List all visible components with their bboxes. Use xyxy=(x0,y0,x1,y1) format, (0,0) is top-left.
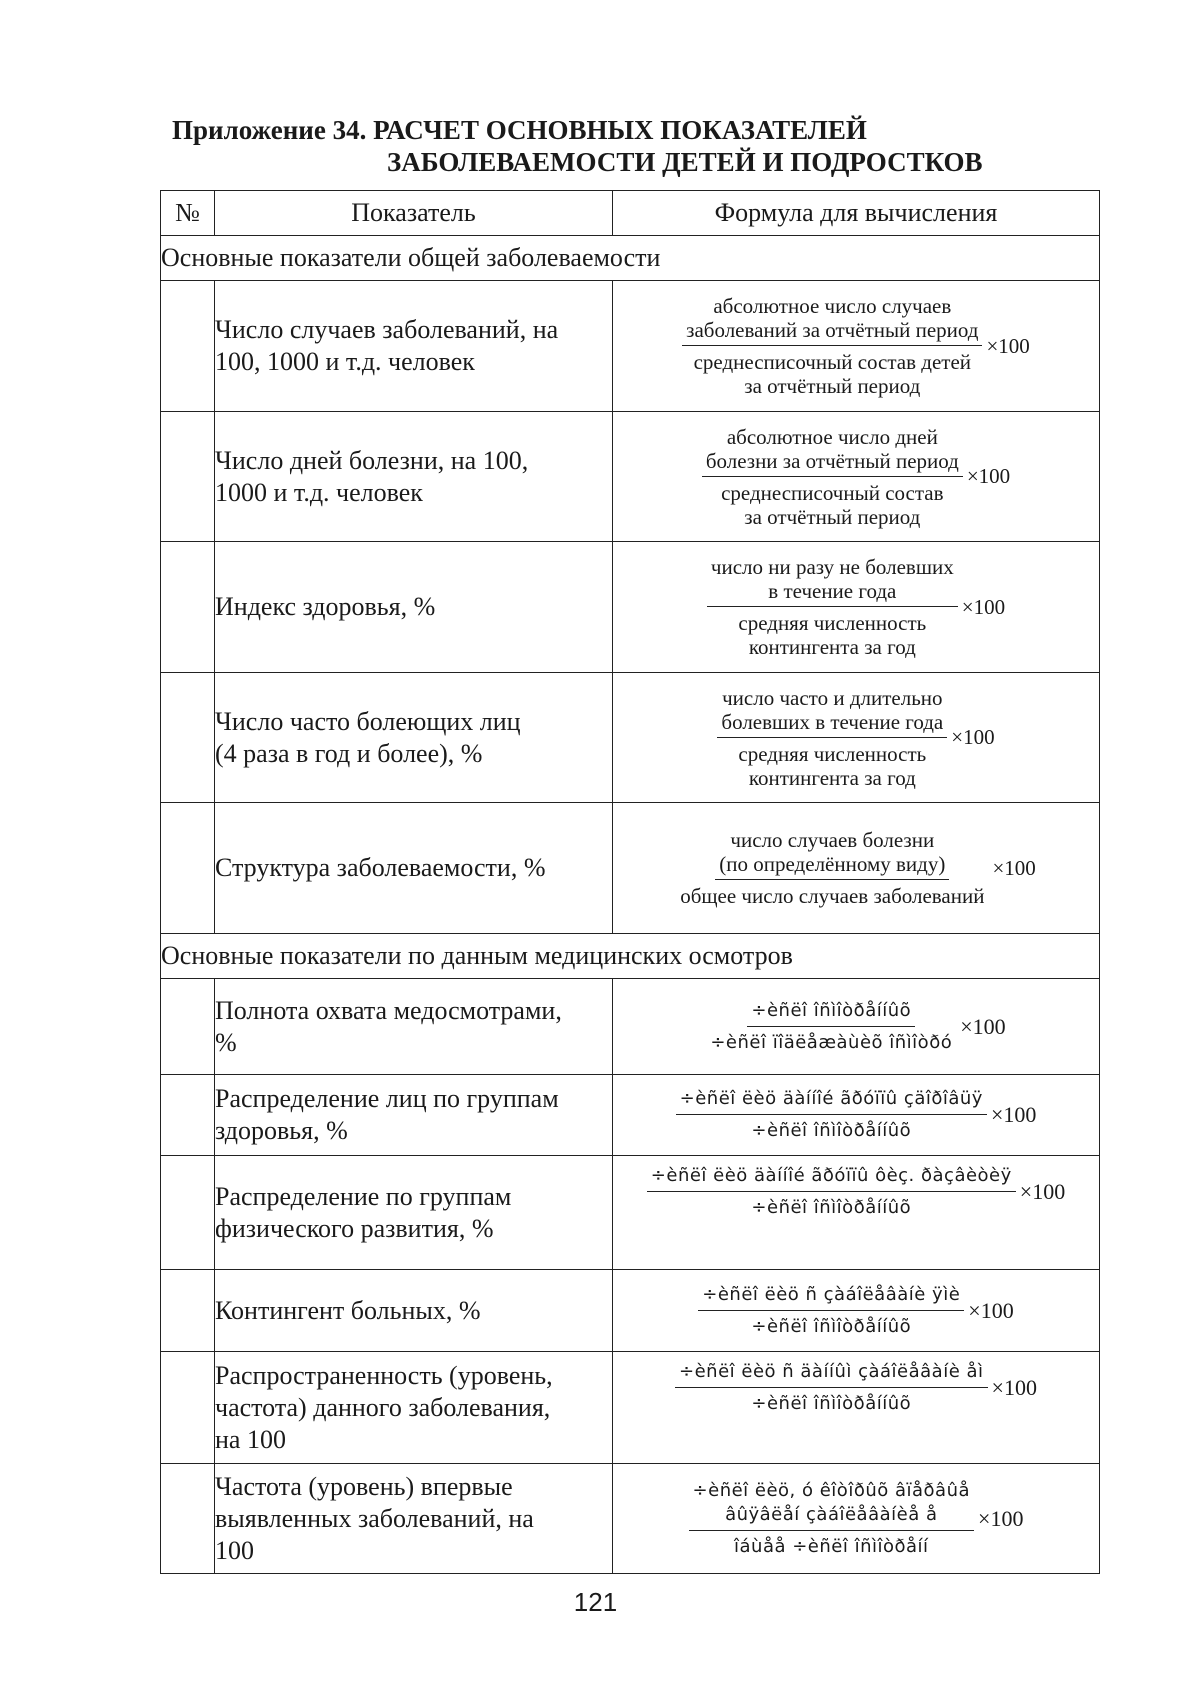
formula-numerator: ÷èñëî ëèö äàííîé ãðóïïû çäîðîâüÿ xyxy=(676,1087,987,1115)
formula-fraction xyxy=(717,686,994,790)
formula-fraction xyxy=(647,1164,1065,1220)
formula-fraction xyxy=(689,1479,1024,1559)
indicator-name xyxy=(215,1352,613,1464)
table-row xyxy=(161,979,1100,1075)
row-number-cell xyxy=(161,1270,215,1352)
section-medical-checkups: Основные показатели по данным медицинских осмотров xyxy=(161,934,1100,979)
section-row xyxy=(161,236,1100,281)
indicator-name-line: Распределение лиц по группам xyxy=(215,1084,559,1113)
page-number: 121 xyxy=(573,1587,618,1617)
indicator-name-line: Число случаев заболеваний, на xyxy=(215,315,559,344)
header-number: № xyxy=(161,191,215,236)
formula-cell xyxy=(613,1352,1100,1464)
formula-denominator: îáùåå ÷èñëî îñìîòðåíí xyxy=(734,1535,929,1557)
header-formula: Формула для вычисления xyxy=(613,191,1100,236)
formula-numerator: число ни разу не болевших в течение года xyxy=(707,555,958,607)
formula-multiplier: ×100 xyxy=(966,464,1011,488)
indicator-name-line: Контингент больных, % xyxy=(215,1295,481,1325)
indicator-name-line: Частота (уровень) впервые xyxy=(215,1471,513,1501)
formula-numerator: ÷èñëî ëèö, ó êîòîðûõ âïåðâûå âûÿâëåí çàáîëåâàíèå å xyxy=(689,1479,975,1531)
formula-cell xyxy=(613,1156,1100,1270)
row-number-cell xyxy=(161,979,215,1075)
indicator-name xyxy=(215,542,613,673)
formula-denominator: ÷èñëî îñìîòðåííûõ xyxy=(751,1197,912,1218)
indicator-name xyxy=(215,1156,613,1270)
formula-multiplier: ×100 xyxy=(986,333,1030,358)
indicator-name-line: выявленных заболеваний, на xyxy=(215,1503,534,1533)
table-row xyxy=(161,1156,1100,1270)
formula-multiplier: ×100 xyxy=(960,1013,1006,1039)
formula-cell xyxy=(613,281,1100,412)
formula-denominator: ÷èñëî îñìîòðåííûõ xyxy=(751,1393,912,1414)
formula-denominator: среднесписочный состав за отчётный период xyxy=(721,480,944,529)
row-number-cell xyxy=(161,412,215,542)
indicator-name xyxy=(215,1270,613,1352)
row-number-cell xyxy=(161,281,215,412)
indicator-name xyxy=(215,803,613,934)
formula-fraction xyxy=(676,1087,1037,1143)
indicator-name xyxy=(215,1464,613,1574)
indicator-name-line: 100 xyxy=(215,1535,254,1565)
formula-denominator: ÷èñëî îñìîòðåííûõ xyxy=(751,1120,912,1141)
formula-numerator: число часто и длительно болевших в течение года xyxy=(717,686,947,738)
table-row xyxy=(161,542,1100,673)
indicator-name-line: Число часто болеющих лиц xyxy=(215,706,521,736)
row-number-cell xyxy=(161,1352,215,1464)
formula-cell xyxy=(613,979,1100,1075)
table-row xyxy=(161,1075,1100,1156)
formula-fraction xyxy=(707,555,1005,659)
indicator-name-line: Индекс здоровья, % xyxy=(215,592,436,621)
title-line-1: Приложение 34. РАСЧЕТ ОСНОВНЫХ ПОКАЗАТЕЛЕЙ xyxy=(172,115,867,145)
indicator-name-line: физического развития, % xyxy=(215,1213,494,1243)
formula-denominator: средняя численность контингента за год xyxy=(738,611,927,659)
page-title xyxy=(172,114,1072,178)
indicator-name xyxy=(215,412,613,542)
indicators-table xyxy=(160,190,1100,1574)
formula-numerator: абсолютное число дней болезни за отчётный период xyxy=(702,425,963,477)
header-indicator: Показатель xyxy=(215,191,613,236)
indicator-name-line: здоровья, % xyxy=(215,1116,348,1145)
indicator-name-line: 100, 1000 и т.д. человек xyxy=(215,347,475,376)
row-number-cell xyxy=(161,1075,215,1156)
formula-multiplier: ×100 xyxy=(990,1102,1037,1127)
table-row xyxy=(161,412,1100,542)
formula-numerator: абсолютное число случаев заболеваний за отчётный период xyxy=(682,294,982,346)
formula-fraction xyxy=(682,294,1030,398)
formula-numerator: ÷èñëî îñìîòðåííûõ xyxy=(747,999,915,1027)
row-number-cell xyxy=(161,1156,215,1270)
formula-cell xyxy=(613,1464,1100,1574)
indicator-name xyxy=(215,673,613,803)
indicator-name-line: Распространенность (уровень, xyxy=(215,1360,553,1390)
formula-fraction xyxy=(675,1360,1037,1416)
table-row xyxy=(161,1464,1100,1574)
formula-denominator: среднесписочный состав детей за отчётный период xyxy=(693,350,972,398)
formula-cell xyxy=(613,1270,1100,1352)
indicator-name xyxy=(215,1075,613,1156)
indicator-name-line: на 100 xyxy=(215,1424,286,1454)
table-row xyxy=(161,1270,1100,1352)
indicator-name-line: Распределение по группам xyxy=(215,1181,512,1211)
title-line-2: ЗАБОЛЕВАЕМОСТИ ДЕТЕЙ И ПОДРОСТКОВ xyxy=(387,147,983,177)
row-number-cell xyxy=(161,803,215,934)
indicator-name-line: Число дней болезни, на 100, xyxy=(215,445,529,475)
row-number-cell xyxy=(161,673,215,803)
indicator-name-line: 1000 и т.д. человек xyxy=(215,477,423,507)
indicator-name-line: Структура заболеваемости, % xyxy=(215,853,546,882)
formula-fraction xyxy=(698,1283,1013,1339)
formula-fraction xyxy=(676,828,1036,908)
formula-multiplier: ×100 xyxy=(978,1505,1024,1531)
indicator-name-line: Полнота охвата медосмотрами, xyxy=(215,995,562,1025)
table-row xyxy=(161,281,1100,412)
formula-multiplier: ×100 xyxy=(992,855,1036,880)
formula-numerator: число случаев болезни (по определённому виду) xyxy=(715,828,949,880)
indicator-name xyxy=(215,979,613,1075)
formula-denominator: средняя численность контингента за год xyxy=(738,741,927,790)
row-number-cell xyxy=(161,542,215,673)
formula-cell xyxy=(613,673,1100,803)
table-row xyxy=(161,673,1100,803)
section-row xyxy=(161,934,1100,979)
section-general-morbidity: Основные показатели общей заболеваемости xyxy=(161,236,1100,281)
formula-fraction xyxy=(706,999,1005,1055)
table-row xyxy=(161,1352,1100,1464)
formula-multiplier: ×100 xyxy=(961,594,1006,619)
formula-multiplier: ×100 xyxy=(968,1297,1014,1323)
formula-denominator: общее число случаев заболеваний xyxy=(680,884,985,908)
table-header-row xyxy=(161,191,1100,236)
formula-cell xyxy=(613,803,1100,934)
formula-cell xyxy=(613,542,1100,673)
formula-fraction xyxy=(702,425,1010,529)
formula-denominator: ÷èñëî ïîäëåæàùèõ îñìîòðó xyxy=(710,1031,953,1053)
formula-numerator: ÷èñëî ëèö ñ äàííûì çàáîëåâàíè åì xyxy=(675,1360,988,1388)
formula-multiplier: ×100 xyxy=(1019,1179,1066,1204)
indicator-name-line: % xyxy=(215,1027,237,1057)
formula-cell xyxy=(613,1075,1100,1156)
row-number-cell xyxy=(161,1464,215,1574)
formula-cell xyxy=(613,412,1100,542)
table-row xyxy=(161,803,1100,934)
formula-multiplier: ×100 xyxy=(951,725,995,749)
formula-numerator: ÷èñëî ëèö äàííîé ãðóïïû ôèç. ðàçâèòèÿ xyxy=(647,1164,1016,1192)
formula-denominator: ÷èñëî îñìîòðåííûõ xyxy=(751,1315,912,1337)
formula-numerator: ÷èñëî ëèö ñ çàáîëåâàíè ÿìè xyxy=(698,1283,964,1311)
indicator-name-line: частота) данного заболевания, xyxy=(215,1392,551,1422)
indicator-name-line: (4 раза в год и более), % xyxy=(215,738,483,768)
formula-multiplier: ×100 xyxy=(991,1375,1037,1400)
indicator-name xyxy=(215,281,613,412)
